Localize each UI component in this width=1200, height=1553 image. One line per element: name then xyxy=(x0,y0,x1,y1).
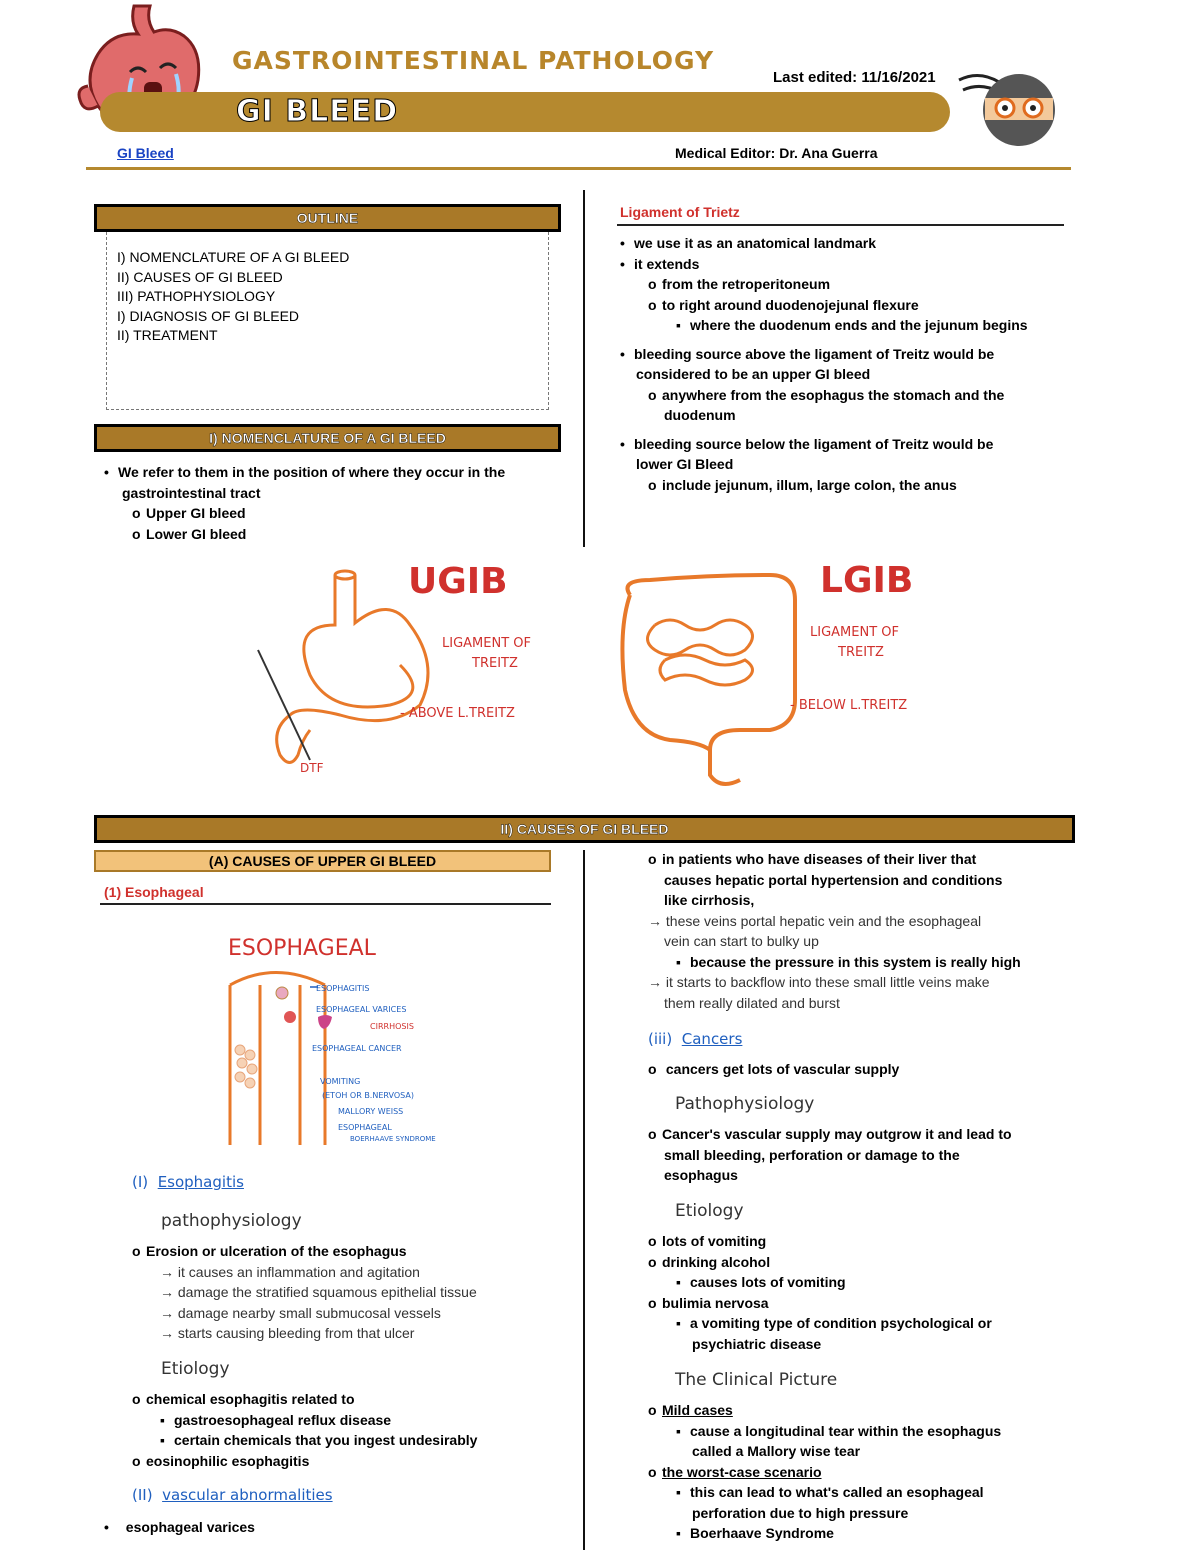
medical-editor: Medical Editor: Dr. Ana Guerra xyxy=(675,145,878,161)
esophageal-rule xyxy=(100,903,551,905)
varices-continued-text: o in patients who have diseases of their liver that causes hepatic portal hypertension and conditions like cirrhosis, → these veins portal hepatic vein and the esophageal vein can start to bulky up ▪ because the pressure in this system is really high → it starts to backflow into these small little veins make them really dilated and burst xyxy=(648,851,1021,1011)
diagram-label-esophagitis: ESOPHAGITIS xyxy=(316,984,370,993)
clinical-picture-heading: The Clinical Picture xyxy=(675,1370,838,1390)
cancers-patho-heading: Pathophysiology xyxy=(675,1094,815,1114)
page-subtitle: GI BLEED xyxy=(236,94,399,129)
ugib-label-dtf: DTF xyxy=(300,761,324,775)
esophageal-diagram xyxy=(220,925,460,1155)
ugib-title: UGIB xyxy=(408,561,508,602)
diagram-label-cancer: ESOPHAGEAL CANCER xyxy=(312,1044,402,1053)
diagram-label-esophageal: ESOPHAGEAL xyxy=(338,1123,392,1132)
outline-list xyxy=(117,248,349,346)
causes-header: II) CAUSES OF GI BLEED xyxy=(94,815,1075,843)
treitz-text: • we use it as an anatomical landmark • it extends o from the retroperitoneum o to right around duodenojejunal flexure ▪ where the duodenum ends and the jejunum begins • bleeding source above the ligament of Treitz would be considered to be an upper GI bleed o anywhere from the esophagus the stomach and the duodenum • bleeding source below the ligament of Treitz would be lower GI Bleed o include jejunum, illum, large colon, the anus xyxy=(620,235,1028,493)
lgib-label-ligament: LIGAMENT OF xyxy=(810,625,899,640)
diagram-label-boerhaave: BOERHAAVE SYNDROME xyxy=(350,1135,436,1143)
page-title: GASTROINTESTINAL PATHOLOGY xyxy=(232,46,715,75)
topic-link[interactable]: GI Bleed xyxy=(117,145,174,161)
bullet-line: gastrointestinal tract xyxy=(122,484,261,501)
outline-item[interactable]: I) DIAGNOSIS OF GI BLEED xyxy=(117,307,300,324)
treitz-rule xyxy=(617,224,1064,226)
bullet-line: o Upper GI bleed xyxy=(132,505,246,521)
lgib-title: LGIB xyxy=(820,560,914,601)
outline-item[interactable]: II) CAUSES OF GI BLEED xyxy=(117,268,283,285)
outline-item[interactable]: III) PATHOPHYSIOLOGY xyxy=(117,288,276,304)
column-divider-top xyxy=(583,190,585,547)
diagram-label-etoh: (ETOH OR B.NERVOSA) xyxy=(322,1091,414,1100)
diagram-label-mallory: MALLORY WEISS xyxy=(338,1107,404,1116)
ugib-label-ligament: LIGAMENT OF xyxy=(442,636,531,651)
vascular-heading[interactable]: (II) vascular abnormalities xyxy=(132,1486,333,1504)
header-divider xyxy=(86,167,1071,170)
cancers-heading[interactable]: (iii) Cancers xyxy=(648,1030,743,1048)
cancers-etiology-heading: Etiology xyxy=(675,1201,744,1221)
diagram-label-vomiting: VOMITING xyxy=(320,1077,361,1086)
column-divider-bottom xyxy=(583,850,585,1550)
outline-item[interactable]: I) NOMENCLATURE OF A GI BLEED xyxy=(117,249,350,265)
cancers-etiology-text: o lots of vomiting o drinking alcohol ▪ causes lots of vomiting o bulimia nervosa ▪ a vomiting type of condition psychological or psychiatric disease xyxy=(648,1233,992,1352)
last-edited-date: Last edited: 11/16/2021 xyxy=(773,69,936,86)
esophagitis-heading[interactable]: (I) Esophagitis xyxy=(132,1173,244,1191)
vascular-text: • esophageal varices xyxy=(104,1519,255,1535)
bullet-line: o Lower GI bleed xyxy=(132,525,247,542)
outline-header: OUTLINE xyxy=(94,204,561,232)
diagram-label-varices: ESOPHAGEAL VARICES xyxy=(316,1005,407,1014)
esophagitis-patho-text: o Erosion or ulceration of the esophagus → it causes an inflammation and agitation → damage the stratified squamous epithelial tissue → damage nearby small submucosal vessels → starts causing bleeding from that ulcer xyxy=(132,1243,477,1341)
esophageal-diagram-title: ESOPHAGEAL xyxy=(228,936,376,961)
cancers-text: o cancers get lots of vascular supply xyxy=(648,1061,900,1077)
esophagitis-etiology-text: o chemical esophagitis related to ▪ gastroesophageal reflux disease ▪ certain chemicals that you ingest undesirably o eosinophilic esophagitis xyxy=(132,1391,478,1469)
cancers-patho-text: o Cancer's vascular supply may outgrow it and lead to small bleeding, perforation or damage to the esophagus xyxy=(648,1126,1012,1183)
clinical-picture-text: o Mild cases ▪ cause a longitudinal tear within the esophagus called a Mallory wise tear o the worst-case scenario ▪ this can lead to what's called an esophageal perforation due to high pressure ▪ Boerhaave Syndrome xyxy=(648,1402,1002,1541)
esophageal-heading: (1) Esophageal xyxy=(104,884,204,900)
lgib-diagram xyxy=(610,550,950,795)
outline-item[interactable]: II) TREATMENT xyxy=(117,327,218,343)
diagram-label-cirrhosis: CIRRHOSIS xyxy=(370,1022,414,1031)
treitz-heading: Ligament of Trietz xyxy=(620,204,740,220)
lgib-label-treitz: TREITZ xyxy=(838,645,884,660)
lgib-label-below: - BELOW L.TREITZ xyxy=(790,698,908,713)
ugib-label-above: - ABOVE L.TREITZ xyxy=(400,706,515,721)
esophagitis-etiology-heading: Etiology xyxy=(161,1359,230,1379)
nomenclature-header: I) NOMENCLATURE OF A GI BLEED xyxy=(94,424,561,452)
esophagitis-patho-heading: pathophysiology xyxy=(161,1211,302,1231)
ninja-mascot-icon xyxy=(955,60,1065,150)
nomenclature-text xyxy=(104,462,574,544)
ugib-label-treitz: TREITZ xyxy=(472,656,518,671)
ugib-diagram xyxy=(250,555,560,785)
upper-gi-subheader: (A) CAUSES OF UPPER GI BLEED xyxy=(94,850,551,872)
header-banner xyxy=(100,92,950,132)
bullet-line: • We refer to them in the position of where they occur in the xyxy=(104,464,506,480)
